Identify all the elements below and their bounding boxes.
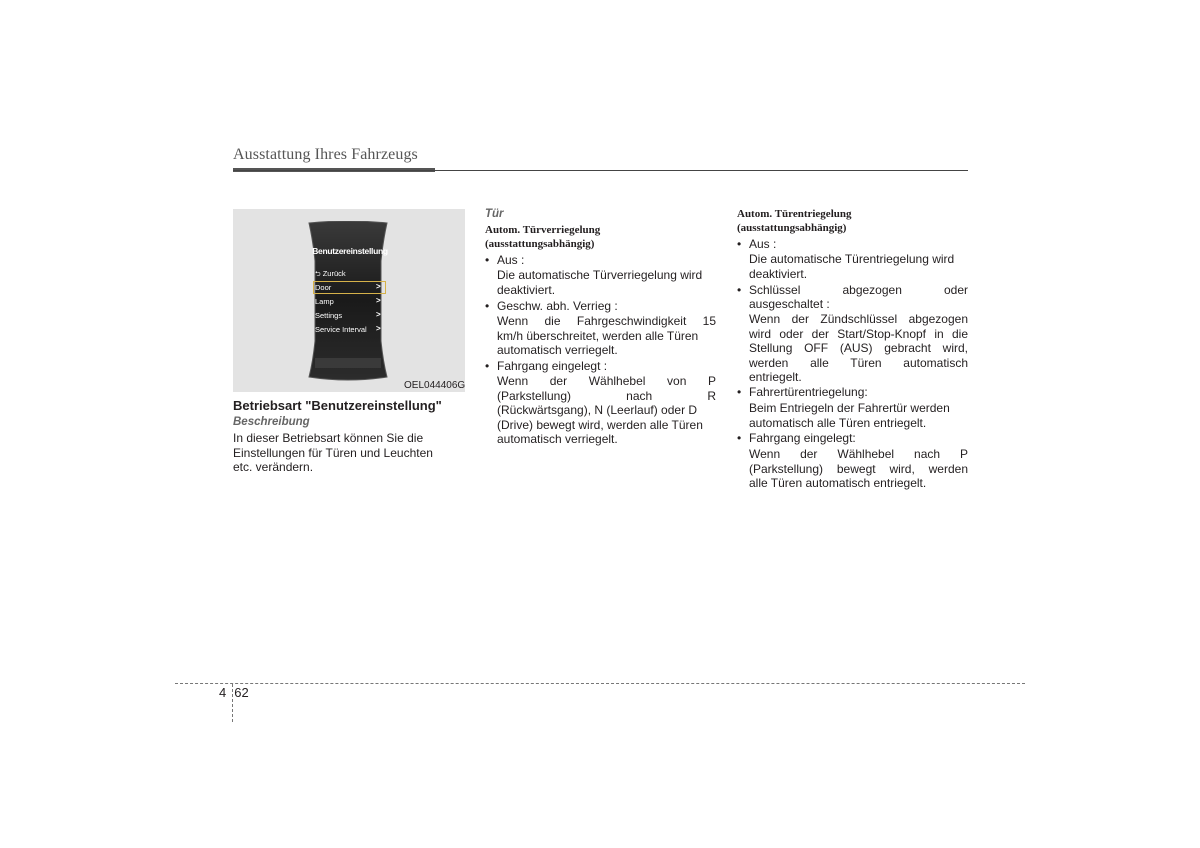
subheading-beschreibung: Beschreibung	[233, 416, 310, 428]
page-number	[219, 685, 249, 700]
chevron-right-icon: >	[376, 310, 381, 319]
figure-code: OEL044406G	[404, 380, 466, 391]
header-rule	[233, 170, 968, 171]
page-number-value: 62	[234, 685, 249, 700]
list-item-text: Die automatische Türentriegelung wird deaktiviert.	[749, 252, 955, 281]
screen-menu-item-back	[315, 269, 346, 281]
text-line: Einstellungen für Türen und Leuchten	[233, 445, 433, 460]
screen-title: Benutzereinstellung	[312, 246, 388, 256]
screen-menu-item-lamp: Lamp	[315, 297, 334, 306]
chevron-right-icon: >	[376, 282, 381, 291]
subheading-tuer: Tür	[485, 208, 504, 220]
chapter-number: 4	[219, 685, 227, 700]
description-paragraph	[233, 431, 464, 475]
list-item-text: Wenn die Fahrgeschwindigkeit 15 km/h überschreitet, werden alle Türen automatisch verriegelt.	[497, 314, 716, 357]
list-item-text: Beim Entriegeln der Fahrertür werden automatisch alle Türen entriegelt.	[749, 401, 950, 430]
section-heading: Betriebsart "Benutzereinstellung"	[233, 398, 442, 413]
text-line: etc. verändern.	[233, 460, 314, 474]
list-item-text: Wenn der Wählhebel nach P (Parkstellung) bewegt wird, werden alle Türen automatisch entriegelt.	[749, 447, 968, 490]
list-item-text: ausgeschaltet :	[749, 297, 830, 311]
screen-menu-item-service-interval: Service Interval	[315, 325, 367, 334]
list-item-text: Die automatische Türverriegelung wird deaktiviert.	[497, 268, 703, 297]
cluster-display-figure	[233, 209, 465, 392]
footer-rule	[175, 683, 1025, 684]
feature-title: Autom. Türverriegelung (ausstattungsabhängig)	[485, 224, 601, 250]
text-line: In dieser Betriebsart können Sie die	[233, 431, 424, 445]
back-arrow-icon: ⮌	[315, 271, 321, 278]
chevron-right-icon: >	[376, 324, 381, 333]
list-item-text: Wenn der Wählhebel von P (Parkstellung) nach R (Rückwärtsgang), N (Leerlauf) oder D (Drive) bewegt wird, werden alle Türen automatisch verriegelt.	[497, 374, 716, 446]
chevron-right-icon: >	[376, 296, 381, 305]
screen-menu-item-door: Door	[315, 283, 332, 292]
page-header-title: Ausstattung Ihres Fahrzeugs	[233, 146, 418, 163]
list-item-text: Wenn der Zündschlüssel abgezogen wird oder der Start/Stop-Knopf in die Stellung OFF (AUS) gebracht wird, werden alle Türen automatisch entriegelt.	[749, 312, 968, 384]
screen-menu-item-settings: Settings	[315, 311, 343, 320]
screen-menu-label: Zurück	[322, 269, 346, 278]
feature-title: Autom. Türentriegelung (ausstattungsabhängig)	[737, 208, 852, 234]
